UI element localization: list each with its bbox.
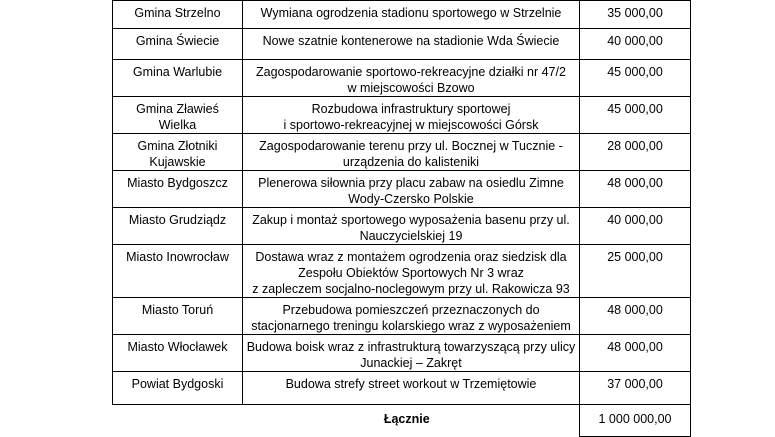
amount-value: 37 000,00 [607, 377, 663, 391]
entity-name: Gmina Złotniki Kujawskie [137, 139, 218, 169]
amount-cell [580, 208, 691, 245]
amount-value: 45 000,00 [607, 65, 663, 79]
task-description: Wymiana ogrodzenia stadionu sportowego w Strzelnie [260, 6, 562, 20]
total-amount: 1 000 000,00 [598, 412, 672, 426]
entity-cell [113, 1, 243, 29]
task-description: Rozbudowa infrastruktury sportowej i sportowo-rekreacyjnej w miejscowości Górsk [283, 102, 539, 132]
amount-cell [580, 97, 691, 134]
entity-cell [113, 298, 243, 335]
entity-name: Miasto Włocławek [127, 340, 228, 354]
amount-value: 25 000,00 [607, 250, 663, 264]
amount-value: 48 000,00 [607, 340, 663, 354]
amount-cell [580, 245, 691, 298]
entity-cell [113, 171, 243, 208]
task-cell [243, 335, 580, 372]
amount-cell [580, 298, 691, 335]
table-row [113, 97, 691, 134]
entity-cell [113, 29, 243, 60]
total-amount-cell [580, 405, 691, 437]
task-description: Dostawa wraz z montażem ogrodzenia oraz siedzisk dla Zespołu Obiektów Sportowych Nr 3 wraz z zapleczem socjalno-noclegowym przy ul. Rakowicza 93 [252, 250, 570, 296]
entity-name: Powiat Bydgoski [131, 377, 224, 391]
amount-value: 48 000,00 [607, 176, 663, 190]
amount-cell [580, 134, 691, 171]
table-body [113, 1, 691, 437]
amount-cell [580, 372, 691, 405]
task-description: Budowa strefy street workout w Trzemiętowie [285, 377, 537, 391]
task-cell [243, 245, 580, 298]
task-description: Zagospodarowanie terenu przy ul. Bocznej w Tucznie - urządzenia do kalisteniki [259, 139, 563, 169]
entity-name: Gmina Warlubie [132, 65, 223, 79]
entity-cell [113, 335, 243, 372]
table-row [113, 298, 691, 335]
task-cell [243, 372, 580, 405]
empty-cell [113, 405, 243, 437]
entity-cell [113, 134, 243, 171]
task-description: Przebudowa pomieszczeń przeznaczonych do stacjonarnego treningu kolarskiego wraz z wyposażeniem [251, 303, 571, 333]
entity-name: Miasto Inowrocław [126, 250, 229, 264]
amount-value: 40 000,00 [607, 213, 663, 227]
entity-cell [113, 97, 243, 134]
table-row [113, 335, 691, 372]
table-row [113, 171, 691, 208]
amount-value: 45 000,00 [607, 102, 663, 116]
task-cell [243, 134, 580, 171]
entity-cell [113, 372, 243, 405]
amount-value: 40 000,00 [607, 34, 663, 48]
total-label-cell [243, 405, 580, 437]
amount-value: 48 000,00 [607, 303, 663, 317]
amount-value: 35 000,00 [607, 6, 663, 20]
table-row [113, 60, 691, 97]
table-row [113, 208, 691, 245]
task-cell [243, 298, 580, 335]
task-cell [243, 208, 580, 245]
task-cell [243, 97, 580, 134]
task-cell [243, 60, 580, 97]
funding-table [112, 0, 691, 437]
entity-cell [113, 60, 243, 97]
table-total-row [113, 405, 691, 437]
table-row [113, 245, 691, 298]
amount-value: 28 000,00 [607, 139, 663, 153]
entity-name: Gmina Świecie [135, 34, 220, 48]
task-cell [243, 1, 580, 29]
task-description: Plenerowa siłownia przy placu zabaw na osiedlu Zimne Wody-Czersko Polskie [258, 176, 564, 206]
entity-cell [113, 208, 243, 245]
task-description: Zakup i montaż sportowego wyposażenia basenu przy ul. Nauczycielskiej 19 [252, 213, 570, 243]
task-description: Budowa boisk wraz z infrastrukturą towarzyszącą przy ulicy Junackiej – Zakręt [246, 340, 576, 370]
task-description: Nowe szatnie kontenerowe na stadionie Wda Świecie [262, 34, 560, 48]
amount-cell [580, 335, 691, 372]
amount-cell [580, 171, 691, 208]
entity-name: Gmina Strzelno [134, 6, 221, 20]
task-cell [243, 171, 580, 208]
amount-cell [580, 29, 691, 60]
table-row [113, 29, 691, 60]
amount-cell [580, 1, 691, 29]
amount-cell [580, 60, 691, 97]
entity-name: Miasto Grudziądz [128, 213, 227, 227]
table-row [113, 372, 691, 405]
entity-name: Miasto Bydgoszcz [127, 176, 228, 190]
entity-name: Gmina Zławieś Wielka [136, 102, 219, 132]
entity-cell [113, 245, 243, 298]
table-row [113, 134, 691, 171]
entity-name: Miasto Toruń [141, 303, 214, 317]
total-label: Łącznie [383, 412, 430, 426]
task-cell [243, 29, 580, 60]
task-description: Zagospodarowanie sportowo-rekreacyjne działki nr 47/2 w miejscowości Bzowo [256, 65, 566, 95]
table-row [113, 1, 691, 29]
